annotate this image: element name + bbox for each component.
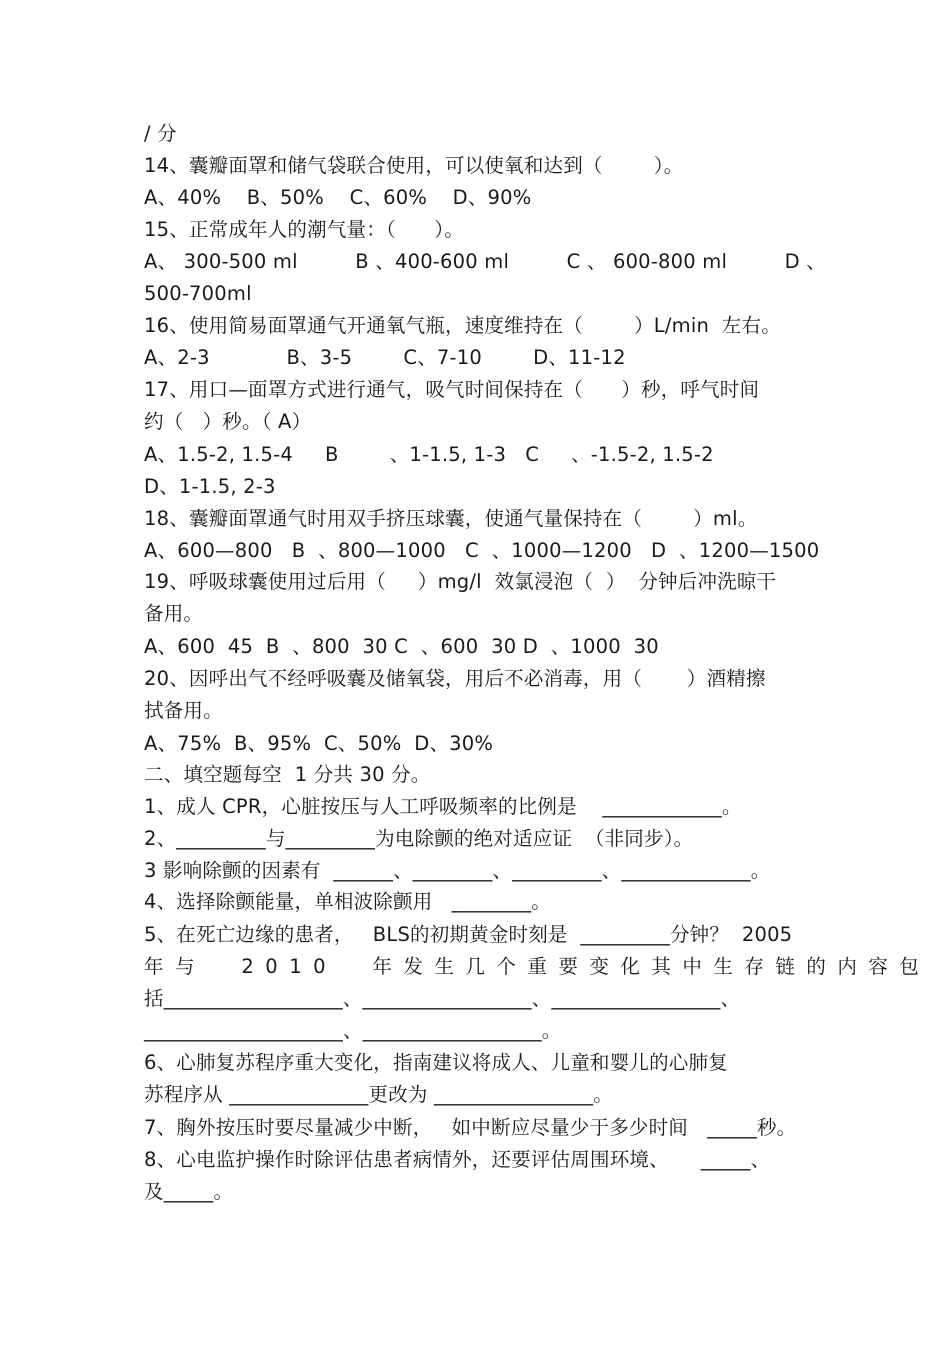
blank-2: 2、_________与_________为电除颤的绝对适应证 （非同步）。 <box>144 827 694 850</box>
question-18: 18、囊瓣面罩通气时用双手挤压球囊，使通气量保持在（ ）ml。 <box>144 507 758 530</box>
question-20-cont: 拭备用。 <box>144 699 223 722</box>
blank-5-cont: 年与 2010 年发生几个重要变化其中生存链的内容包 <box>144 955 931 978</box>
blank-6-cont: 苏程序从 ______________更改为 ________________。 <box>144 1083 613 1106</box>
blank-6: 6、心肺复苏程序重大变化，指南建议将成人、儿童和婴儿的心肺复 <box>144 1051 728 1074</box>
question-19-options: A、600 45 B 、800 30 C 、600 30 D 、1000 30 <box>144 635 659 658</box>
blank-5-cont-2: 括__________________、_________________、_________________、 <box>144 987 741 1010</box>
question-15-options: A、 300-500 ml B 、400-600 ml C 、 600-800 ml D 、 <box>144 250 826 273</box>
blank-3: 3 影响除颤的因素有 ______、________、_________、_____________。 <box>144 859 771 882</box>
question-14: 14、囊瓣面罩和储气袋联合使用，可以使氧和达到（ ）。 <box>144 154 684 177</box>
question-17-options: A、1.5-2, 1.5-4 B 、1-1.5, 1-3 C 、-1.5-2, 1.5-2 <box>144 443 714 466</box>
question-17-cont: 约（ ）秒。（ A） <box>144 410 312 433</box>
question-19: 19、呼吸球囊使用过后用（ ）mg/l 效氯浸泡（ ） 分钟后冲洗晾干 <box>144 570 777 593</box>
blank-1: 1、成人 CPR，心脏按压与人工呼吸频率的比例是 ____________。 <box>144 795 742 818</box>
question-16-options: A、2-3 B、3-5 C、7-10 D、11-12 <box>144 346 626 369</box>
blank-8: 8、心电监护操作时除评估患者病情外，还要评估周围环境、 _____、 <box>144 1148 771 1171</box>
section-heading-fill-in: 二、填空题每空 1 分共 30 分。 <box>144 763 431 786</box>
blank-7: 7、胸外按压时要尽量减少中断， 如中断应尽量少于多少时间 _____秒。 <box>144 1116 797 1139</box>
blank-5: 5、在死亡边缘的患者， BLS的初期黄金时刻是 _________分钟？ 2005 <box>144 923 793 946</box>
question-14-options: A、40% B、50% C、60% D、90% <box>144 186 532 209</box>
question-20-options: A、75% B、95% C、50% D、30% <box>144 732 494 755</box>
question-15: 15、正常成年人的潮气量：（ ）。 <box>144 218 464 241</box>
question-18-options: A、600—800 B 、800—1000 C 、1000—1200 D 、1200—1500 <box>144 539 820 562</box>
question-16: 16、使用简易面罩通气开通氧气瓶，速度维持在（ ）L/min 左右。 <box>144 314 781 337</box>
question-20: 20、因呼出气不经呼吸囊及储氧袋，用后不必消毒，用（ ）酒精擦 <box>144 667 766 690</box>
question-17-options-cont: D、1-1.5, 2-3 <box>144 475 276 498</box>
question-15-options-cont: 500-700ml <box>144 282 252 305</box>
question-19-cont: 备用。 <box>144 602 204 625</box>
blank-8-cont: 及_____。 <box>144 1180 234 1203</box>
page-header-fragment: / 分 <box>144 122 177 145</box>
question-17: 17、用口—面罩方式进行通气，吸气时间保持在（ ）秒，呼气时间 <box>144 378 760 401</box>
blank-5-cont-3: ____________________、__________________。 <box>144 1019 562 1042</box>
blank-4: 4、选择除颤能量，单相波除颤用 ________。 <box>144 890 551 913</box>
